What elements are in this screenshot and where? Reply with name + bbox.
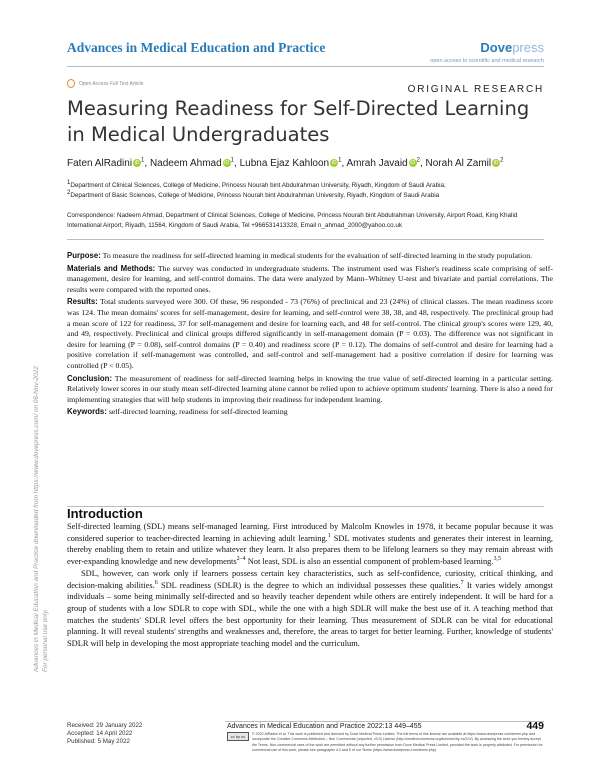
correspondence: Correspondence: Nadeem Ahmad, Department of Clinical Sciences, College of Medicine, Princess Nourah bint Abdulrahman University, Airport Road, King Khalid International Airport, Riyadh, 11564, Kingdom of Saudi Arabia, Tel +966531413328, Email n_ahmad_2000@yahoo.co.uk [67,212,518,229]
affiliation-number: 2 [67,189,71,196]
intro-paragraph-1 [67,521,553,568]
journal-title: Advances in Medical Education and Practice [67,40,326,55]
affiliation-1 [67,181,547,191]
orcid-icon[interactable]: iD [493,160,499,167]
abstract-text: To measure the readiness for self-directed learning in medical students for the evaluation of self-directed learning in the study population. [102,251,533,260]
affiliation-number: 1 [67,179,71,186]
download-notice-line: For personal use only. [42,609,49,672]
open-access-label: Open Access Full Text Article [79,80,144,87]
author-separator: , [419,158,423,169]
page-number: 449 [526,720,544,732]
received-date: Received: 29 January 2022 [67,722,143,729]
author-affiliation-ref: 2 [500,157,504,164]
article-title: Measuring Readiness for Self-Directed Learning in Medical Undergraduates [67,97,530,146]
download-notice [20,152,49,672]
logo-suffix: press [512,40,544,55]
abstract-text: The measurement of readiness for self-directed learning helps in knowing the true value of self-directed learning in a particular setting. Relatively lower scores in our study mean self-directed learning alone cannot be relied upon to achieve optimum students' learning. There is also a need for implementing strategies that will help students in improving their readiness for independent learning. [67,373,553,404]
author-separator: , [144,158,148,169]
intro-text: Self-directed learning (SDL) means self-managed learning. First introduced by Malcolm Knowles in 1978, it became popular because it was considered superior to teacher-directed learning in achieving adult learning. [67,522,553,543]
intro-text: It varies widely amongst individuals – some being minimally self-directed and so heavily teacher dependent while others are entirely independent. It will be hard for a group of students with a low SDLR to cope with SDL, while the one with a high SDLR will make the best use of it. A teaching method that matches the students' SDLR level offers the best opportunity for their learning. Thus measurement of SDLR can be vital for educational planning. It will reveal students' strengths and weaknesses and, therefore, the areas to target for better learning. Further, knowledge of students' SDLR will help in developing the most appropriate teaching model and the curriculum. [67,580,553,649]
citation-ref[interactable]: 3,5 [493,556,501,563]
affiliation-text: Department of Clinical Sciences, College of Medicine, Princess Nourah bint Abdulrahman University, Riyadh, Kingdom of Saudi Arabia; [70,182,446,189]
abstract-text: The survey was conducted in undergraduate students. The instrument used was Fisher's readiness scale comprising of self-management, desire for learning, and self-control domains. The data were analyzed by Mann–Whitney U-test and bivariate and partial correlations. The results were compared with the reported ones. [67,263,553,294]
footer-divider [225,721,544,722]
publisher-logo[interactable] [430,40,544,55]
intro-paragraph-2 [67,568,553,650]
author-name[interactable]: Norah Al Zamil [425,158,492,169]
abstract-purpose [67,251,553,262]
author-affiliation-ref: 1 [141,157,145,164]
license-text: © 2022 AlRadini et al. This work is published and licensed by Dove Medical Press Limited. The full terms of this license are available at https://www.dovepress.com/terms.php and incorporate the Creative Commons Attribution – Non Commercial (unported, v3.0) License (http://creativecommons.org/licenses/by-nc/3.0/). By accessing the work you hereby accept the Terms. Non-commercial uses of the work are permitted without any further permission from Dove Medical Press Limited, provided the work is properly attributed. For permission for commercial use of this work, please see paragraphs 4.2 and 5 of our Terms (https://www.dovepress.com/terms.php). [252,732,543,753]
intro-text: SDL readiness (SDLR) is the degree to which an individual possesses these qualities. [157,580,461,590]
abstract-methods [67,264,553,296]
abstract [67,251,553,420]
author-name[interactable]: Lubna Ejaz Kahloon [239,158,330,169]
section-heading-introduction: Introduction [67,506,143,521]
publisher-tagline: open access to scientific and medical research [430,58,544,64]
intro-text: Not least, SDL is also an essential component of problem-based learning. [245,557,494,567]
abstract-label: Conclusion: [67,373,113,383]
introduction-body [67,521,553,650]
article-dates [67,722,142,746]
author-name[interactable]: Faten AlRadini [67,158,133,169]
orcid-icon[interactable]: iD [134,160,140,167]
author-affiliation-ref: 2 [416,157,420,164]
citation-ref[interactable]: 7 [460,579,464,586]
abstract-text: Total students surveyed were 300. Of these, 96 responded - 73 (76%) of preclinical and 23 (24%) of clinical classes. The mean readiness score was 124. The mean domains' scores for self-management, desire for learning, and self-control were 38, 38, and 48, respectively. The preclinical group had a mean score of 122 for readiness, 37 for self-management and desire for learning each, and 48 for self-control. The clinical group's scores were 129, 40, and 49, respectively. Preclinical and clinical groups differed significantly in self-management domain (P = 0.03). The difference was not significant in desire for learning (P = 0.08), self-control domains (P = 0.40) and readiness score (P = 0.12). The domains of self-control and desire for learning had a positive correlation if self-management was controlled, and self-control and self-management had a positive correlation if desire for learning was controlled (P < 0.05). [67,297,554,370]
open-access-lock-icon [67,79,75,88]
abstract-label: Purpose: [67,251,101,260]
logo-main: Dove [480,40,513,55]
abstract-label: Materials and Methods: [67,263,156,273]
author-separator: , [234,158,237,169]
citation-ref[interactable]: 6 [154,579,158,586]
citation-ref[interactable]: 2–4 [236,556,246,563]
abstract-conclusion [67,374,553,406]
affiliation-2 [67,191,547,201]
article-type: ORIGINAL RESEARCH [407,84,544,95]
accepted-date: Accepted: 14 April 2022 [67,730,133,737]
intro-text: SDL, however, can work only if learners possess certain key characteristics, such as self-confidence, curiosity, critical thinking, and decision-making abilities. [67,568,553,590]
author-affiliation-ref: 1 [338,157,342,164]
abstract-keywords [67,407,553,418]
intro-text: SDL motivates students and generates their interest in learning, thereby enabling them to retain and utilize whatever they learn. It also prepares them to be lifelong learners so they may remain abreast with ever-expanding knowledge and new developments [67,533,553,567]
affiliation-text: Department of Basic Sciences, College of Medicine, Princess Nourah bint Abdulrahman University, Riyadh, Kingdom of Saudi Arabia [70,191,440,199]
abstract-label: Keywords: [67,407,107,417]
author-name[interactable]: Nadeem Ahmad [149,158,222,169]
orcid-icon[interactable]: iD [224,160,230,167]
keywords-text: self-directed learning, readiness for self-directed learning [108,407,288,417]
orcid-icon[interactable]: iD [410,160,415,167]
publisher-block [430,40,544,64]
cc-license-icon[interactable]: cc by nc [227,732,249,741]
header-divider [67,66,544,67]
abstract-results [67,297,553,371]
abstract-top-divider [67,239,544,240]
published-date: Published: 5 May 2022 [67,738,130,745]
journal-citation[interactable]: Advances in Medical Education and Practice 2022:13 449–455 [227,723,422,730]
author-separator: , [341,158,345,169]
abstract-label: Results: [67,297,98,307]
citation-ref[interactable]: 1 [327,532,331,539]
download-notice-text [32,152,50,672]
author-affiliation-ref: 1 [230,157,235,164]
author-list [67,158,567,169]
author-name[interactable]: Amrah Javaid [346,158,408,169]
download-notice-line: Advances in Medical Education and Practice downloaded from https://www.dovepress.com/ on 06-Nov-2022 [33,366,40,672]
open-access-badge [67,79,143,88]
affiliations [67,181,547,200]
orcid-icon[interactable]: iD [331,160,337,167]
